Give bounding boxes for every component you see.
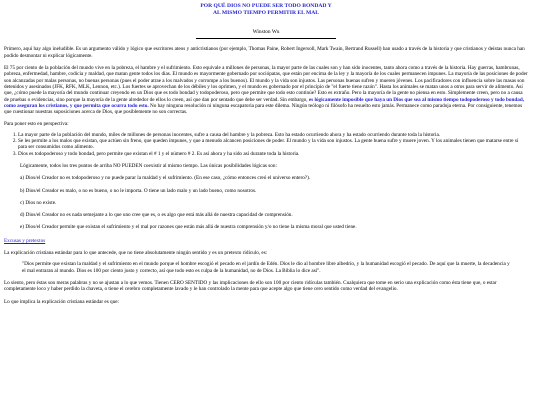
list-item: 1. La mayor parte de la población del mundo, miles de millones de personas inocentes, sufre a causa del hambre y la pobreza. Esto ha estado ocurriendo ahora y ha estado ocurriendo durante toda la historia. — [18, 132, 528, 138]
option-a: a) Dios/el Creador no es todopoderoso y no puede parar la maldad y el sufrimiento. (En ese caso, ¿cómo entonces creó el universo entero?). — [20, 175, 311, 182]
option-c: c) Dios no existe. — [20, 199, 57, 206]
list-item: 2. Se les permite a los malos que existan, que actúen sin freno, que queden impunes, y que a menudo alcancen posiciones de poder. El mundo y la vida son injustos. La gente buena sufre y muere joven. Y los animales tienen que matarse entre sí para ser consumidos como alimento. — [18, 138, 528, 151]
option-b: b) Dios/el Creador es malo, o no es bueno, o no le importa. O tiene un lado malo y un lado bueno, como nosotros. — [20, 187, 257, 194]
population-text-b: No hay ninguna resolución ni ninguna escapatoria para este dilema. Ningún teólogo ni filósofo ha resuelto esto jamás. Permanece como paradoja eterna. Por consiguiente, tenemos que cuestionar nuestras suposiciones acerca de Dios, que posiblemente no son correctas. — [4, 102, 523, 116]
options-intro: Lógicamente, todos los tres puntos de arriba NO PUEDEN coexistir al mismo tiempo. Las únicas posibilidades lógicas son: — [20, 162, 277, 169]
population-paragraph — [4, 65, 528, 115]
list-item: 3. Dios es todopoderoso y todo bondad, pero permite que existan el # 1 y el número # 2. Es así ahora y ha sido así durante toda la historia. — [18, 151, 528, 157]
christian-quote: "Dios permite que existan la maldad y el sufrimiento en el mundo porque el hombre escogió el pecado en el jardín de Edén. Dios le dio al hombre libre albedrío, y la humanidad escogió el pecado. De aquí que la muerte, la decadencia y el mal entraran al mundo. Dios es 100 por ciento justo y correcto, así que todo esto es culpa de la humanidad, no de Dios. La Biblia lo dice así". — [22, 261, 510, 274]
intro-paragraph: Primero, aquí hay algo ineludible. Es un argumento válido y lógico que escritores ateos y anticristianos (por ejemplo, Thomas Paine, Robert Ingersoll, Mark Twain, Bertrand Russell) han usado a través de la historia y que cristianos y deístas nunca han podido desmontar ni explicar lógicamente. — [4, 46, 525, 59]
title-line-2: AL MISMO TIEMPO PERMITIR EL MAL — [212, 9, 320, 16]
reply-paragraph: Lo siento, pero éstas son meras palabras y no se ajustan a lo que vemos. Tienen CERO SENTIDO y las implicaciones de ello son 100 por ciento ridículas también. Cualquiera que tome en serio una explicación como ésta tiene que, o estar completamente loco y haber perdido la chaveta, o tiene el cerebro completamente lavado y le han controlado la mente para que acepte algo que tiene cero sentido como verdad del evangelio. — [4, 279, 497, 293]
population-text-a: El 75 por ciento de la población del mundo vive en la pobreza, el hambre y el sufrimiento. Esto equivale a millones de personas, la mayor parte de las cuales son y han sido inocentes, tanto ahora como a través de la historia. Hay guerras, hambrunas, pobreza, enfermedad, hambre, codicia y maldad, que matan gente todos los días. El mundo es mayormente gobernado por sociópatas, que están por encima de la ley y la mayoría de los cuales permanecen impunes. La mayoría de las posiciones de poder son alcanzadas por malas personas, no buenas personas (pues el poder atrae a los malvados y corrompe a los buenos). El mundo y la vida son injustos. Las personas buenas sufren y mueren jóvenes. Los pacificadores con influencia sobre las masas son detenidos y asesinados (JFK, RFK, MLK, Lennon, etc.). Los fuertes se aprovechan de los débiles y los oprimen, y el mundo es gobernado por el principio de "el fuerte tiene razón". Hasta los animales se matan unos a otros para servir de alimento. Así que, ¿cómo puede la mayoría del mundo continuar creyendo en un Dios que es todo bondad y todopoderoso, pero que permite que todo esto continúe? Esto es extraño. Pero la mayoría de la gente no piensa en esto. Simplemente creen, pero no a causa de pruebas o evidencias, sino porque la mayoría de la gente alrededor de ellos lo creen, así que dan por sentado que debe ser verdad. Sin embargo, — [4, 65, 528, 103]
title-line-1: POR QUÉ DIOS NO PUEDE SER TODO BONDAD Y — [200, 3, 332, 9]
title-divider — [196, 38, 336, 39]
author-name: Winston Wu — [252, 29, 280, 36]
implies-line: Lo que implica la explicación cristiana estándar es que: — [4, 298, 119, 305]
christian-explanation-intro: La explicación cristiana estándar para lo que antecede, que no tiene absolutamente ningún sentido y es un pretexto ridículo, es: — [4, 250, 268, 257]
option-e: e) Dios/el Creador permite que existan el sufrimiento y el mal por razones que están más allá de nuestra comprensión y/o no tiene la misma moral que usted tiene. — [20, 224, 357, 231]
premises-list — [4, 132, 528, 157]
perspective-heading: Para poner esto en perspectiva: — [4, 121, 69, 128]
document-page — [0, 3, 532, 408]
option-d: d) Dios/el Creador no es nada semejante a lo que uno cree que es, o es algo que está más allá de nuestra capacidad de comprensión. — [20, 212, 293, 219]
document-title — [4, 3, 528, 16]
highlighted-thesis: es lógicamente imposible que haya un Dios que sea al mismo tiempo todopoderoso y todo bondad, como aseguran los cristianos, y que permita que ocurra todo esto. — [4, 96, 525, 109]
excuses-section-link[interactable]: Excusas y pretextos — [4, 237, 46, 244]
